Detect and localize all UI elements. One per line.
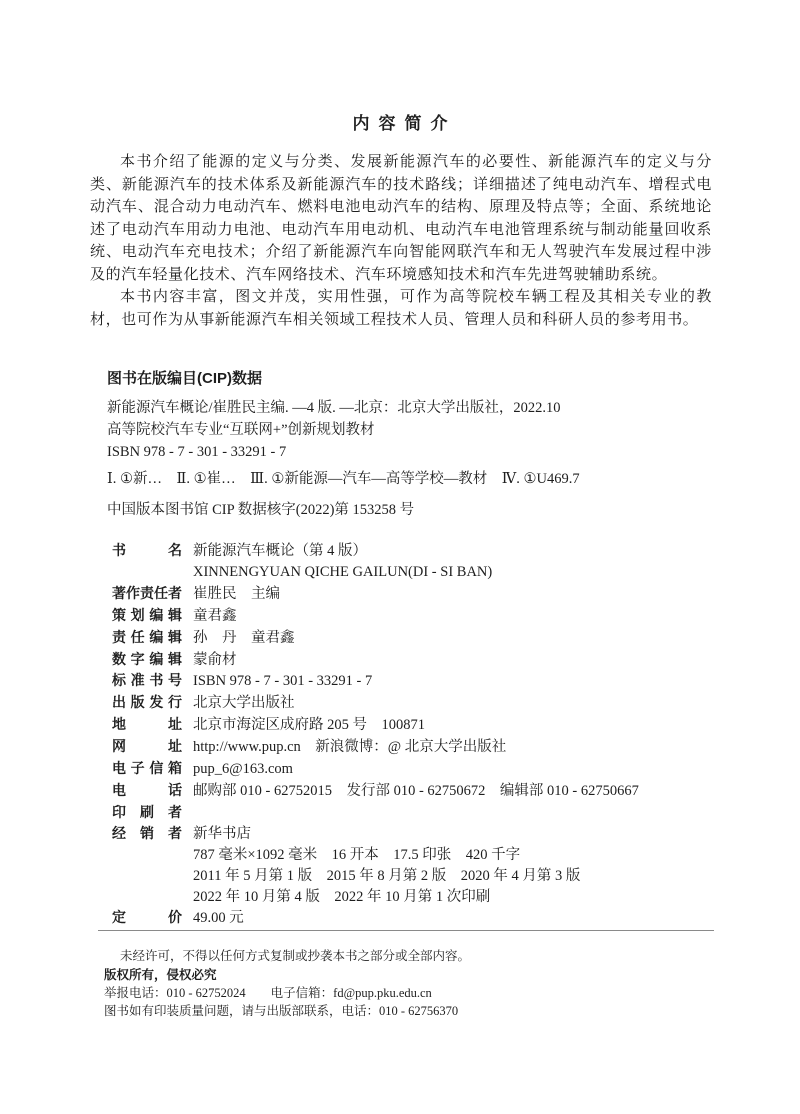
info-row-label: 网 址 <box>112 738 182 755</box>
info-row-distributor <box>112 823 750 845</box>
section-divider <box>98 930 714 931</box>
info-row-label: 标 准 书 号 <box>112 672 182 689</box>
info-row-value: 童君鑫 <box>193 607 237 624</box>
info-row-value: 新华书店 <box>193 825 251 842</box>
info-row-label: 印 刷 者 <box>112 803 182 820</box>
no-copy-notice: 未经许可，不得以任何方式复制或抄袭本书之部分或全部内容。 <box>120 949 471 964</box>
quality-contact-line: 图书如有印装质量问题，请与出版部联系，电话：010 - 62756370 <box>104 1004 459 1019</box>
info-row-phone <box>112 780 750 802</box>
info-row-label: 经 销 者 <box>112 824 182 841</box>
info-row-value: 2011 年 5 月第 1 版 2015 年 8 月第 2 版 2020 年 4 月第 3 版 <box>193 867 581 884</box>
info-row-value: 崔胜民 主编 <box>193 585 280 602</box>
info-row-planning-editor <box>112 605 750 627</box>
info-row-value: 孙 丹 童君鑫 <box>193 629 295 646</box>
content-summary-paragraph-1: 本书介绍了能源的定义与分类、发展新能源汽车的必要性、新能源汽车的定义与分类、新能源汽车的技术体系及新能源汽车的技术路线；详细描述了纯电动汽车、增程式电动汽车、混合动力电动汽车、燃料电池电动汽车的结构、原理及特点等；全面、系统地论述了电动汽车用动力电池、电动汽车用电动机、电动汽车电池管理系统与制动能量回收系统、电动汽车充电技术；介绍了新能源汽车向智能网联汽车和无人驾驶汽车发展过程中涉及的汽车轻量化技术、汽车网络技术、汽车环境感知技术和汽车先进驾驶辅助系统。 <box>90 154 712 283</box>
cip-block <box>107 369 720 521</box>
content-summary-paragraph-2: 本书内容丰富，图文并茂，实用性强，可作为高等院校车辆工程及其相关专业的教材，也可作为从事新能源汽车相关领域工程技术人员、管理人员和科研人员的参考用书。 <box>90 289 712 328</box>
info-row-publisher <box>112 692 750 714</box>
cip-isbn-line: ISBN 978 - 7 - 301 - 33291 - 7 <box>107 444 287 460</box>
publication-info-table <box>112 540 750 929</box>
content-summary-title: 内容简介 <box>352 114 457 133</box>
info-row-value: 2022 年 10 月第 4 版 2022 年 10 月第 1 次印刷 <box>193 888 491 905</box>
info-row-value: 北京大学出版社 <box>193 695 295 712</box>
info-row-email <box>112 758 750 780</box>
info-row-format-specs <box>112 845 750 866</box>
info-row-isbn <box>112 670 750 692</box>
info-row-price <box>112 907 750 929</box>
info-row-label: 出 版 发 行 <box>112 694 182 711</box>
cip-classification-line: Ⅰ. ①新… Ⅱ. ①崔… Ⅲ. ①新能源—汽车—高等学校—教材 Ⅳ. ①U469.7 <box>107 471 580 487</box>
info-row-pinyin-title <box>112 562 750 583</box>
info-row-value: pup_6@163.com <box>193 761 293 778</box>
info-row-website <box>112 736 750 758</box>
info-row-executive-editor <box>112 627 750 649</box>
info-row-value: 新能源汽车概论（第 4 版） <box>193 543 367 559</box>
info-row-value: 49.00 元 <box>193 910 244 927</box>
info-row-value: 蒙俞材 <box>193 651 237 668</box>
info-row-value: XINNENGYUAN QICHE GAILUN(DI - SI BAN) <box>193 563 493 580</box>
cip-heading: 图书在版编目(CIP)数据 <box>107 370 262 387</box>
report-contact-line: 举报电话：010 - 62752024 电子信箱：fd@pup.pku.edu.cn <box>104 985 432 1000</box>
cip-lines <box>107 397 720 463</box>
info-row-value: 邮购部 010 - 62752015 发行部 010 - 62750672 编辑部 010 - 62750667 <box>193 782 639 799</box>
info-row-edition-history-1 <box>112 866 750 887</box>
info-row-label: 数 字 编 辑 <box>112 650 182 667</box>
info-row-book-title <box>112 540 750 562</box>
info-row-label: 定 价 <box>112 909 182 926</box>
cip-title-line: 新能源汽车概论/崔胜民主编. —4 版. —北京：北京大学出版社，2022.10 <box>107 400 561 416</box>
info-row-label: 地 址 <box>112 716 182 733</box>
cip-series-line: 高等院校汽车专业“互联网+”创新规划教材 <box>107 422 375 438</box>
info-row-address <box>112 714 750 736</box>
copyright-statement: 版权所有，侵权必究 <box>104 967 217 982</box>
info-row-value: ISBN 978 - 7 - 301 - 33291 - 7 <box>193 673 373 690</box>
info-row-printer <box>112 802 750 823</box>
info-row-edition-history-2 <box>112 887 750 908</box>
cip-record-number-line: 中国版本图书馆 CIP 数据核字(2022)第 153258 号 <box>107 502 415 518</box>
info-row-label: 电 子 信 箱 <box>112 760 182 777</box>
info-row-label: 著作责任者 <box>112 584 182 601</box>
info-row-value: 北京市海淀区成府路 205 号 100871 <box>193 717 425 734</box>
copyright-footer <box>104 947 720 1020</box>
info-row-author <box>112 583 750 605</box>
info-row-label: 策 划 编 辑 <box>112 606 182 623</box>
info-row-label: 责 任 编 辑 <box>112 628 182 645</box>
info-row-label: 书 名 <box>112 542 182 558</box>
info-row-value: 787 毫米×1092 毫米 16 开本 17.5 印张 420 千字 <box>193 846 521 863</box>
info-row-value: http://www.pup.cn 新浪微博：@ 北京大学出版社 <box>193 739 507 756</box>
info-row-digital-editor <box>112 649 750 671</box>
info-row-label: 电 话 <box>112 781 182 798</box>
